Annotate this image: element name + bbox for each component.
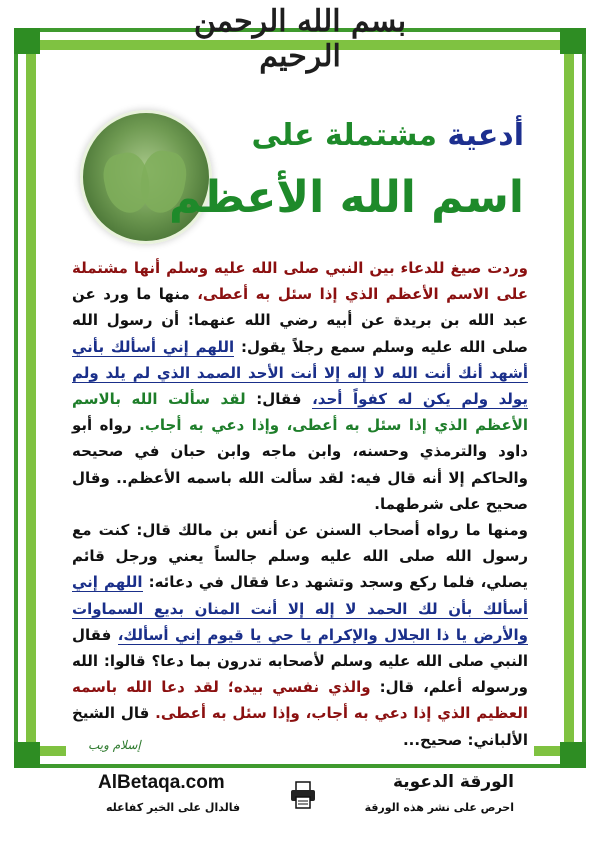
hadith-quote: اللهم إني أسألك بأني أشهد أنك أنت الله لا إله إلا أنت الأحد الصمد الذي لم يلد ولم يولد ولم يكن له كفواً أحد، [72, 337, 528, 409]
card-title: الورقة الدعوية [392, 772, 514, 792]
frame-corner-top-right [560, 28, 586, 54]
text-span: رواه أبو داود والترمذي وحسنه، وابن ماجه وابن حبان في صحيحه والحاكم إلا أنه قال فيه: لقد سألت الله باسمه الأعظم.. وقال صحيح على شرطهما. [72, 416, 528, 513]
text-span: وردت صيغ للدعاء بين النبي صلى الله عليه وسلم أنها مشتملة على [72, 259, 529, 304]
printer-icon [288, 780, 318, 810]
frame-corner-bottom-left [14, 742, 40, 768]
paragraph-1 [72, 255, 528, 517]
hadith-quote: اللهم إني أسألك بأن لك الحمد لا إله إلا أنت المنان بديع السماوات والأرض يا ذا الجلال والإكرام يا حي يا قيوم إني أسألك، [72, 573, 528, 644]
frame-corner-bottom-right [560, 742, 586, 768]
card-subtitle: احرص على نشر هذه الورقة [364, 801, 514, 814]
text-span: الاسم الأعظم الذي إذا سئل به أعطى، [197, 285, 489, 304]
basmala-calligraphy: بسم الله الرحمن الرحيم [193, 4, 407, 74]
footer-slogan: فالدال على الخير كفاعله [106, 801, 241, 814]
text-span: قال الشيخ الألباني: صحيح... [72, 704, 528, 749]
paragraph-2 [72, 517, 528, 753]
site-link[interactable]: AlBetaqa.com [98, 772, 225, 793]
frame-corner-top-left [14, 28, 40, 54]
title-line-1 [251, 118, 524, 153]
text-span: فقال النبي صلى الله عليه وسلم لأصحابه تدرون بما دعا؟ قالوا: الله ورسوله أعلم، قال: [72, 625, 528, 697]
body-text [72, 255, 528, 753]
text-span: ومنها ما رواه أصحاب السنن عن أنس بن مالك قال: كنت مع رسول الله صلى الله عليه وسلم جالساً يعني ورجل قائم يصلي، فلما ركع وسجد وتشهد دعا فقال في دعائه: [72, 521, 528, 592]
footer [98, 772, 514, 824]
hadith-quote: والذي نفسي بيده؛ لقد دعا الله باسمه العظيم الذي إذا دعي به أجاب، وإذا سئل به أعطى. [72, 678, 529, 723]
title-line-2: اسم الله الأعظم [168, 172, 524, 223]
source-signature: إسلام ويب [88, 738, 141, 752]
hadith-quote: لقد سألت الله بالاسم الأعظم الذي إذا سئل به أعطى، وإذا دعي به أجاب. [72, 390, 529, 435]
title-word-mushtamila: مشتملة على [251, 118, 437, 153]
text-span: فقال: [245, 390, 313, 409]
text-span: منها ما ورد عن عبد الله بن بريدة عن أبيه رضي الله عنهما: أن رسول الله صلى الله عليه وسلم سمع رجلاً يقول: [72, 285, 528, 356]
title-word-adiya: أدعية [447, 118, 524, 153]
